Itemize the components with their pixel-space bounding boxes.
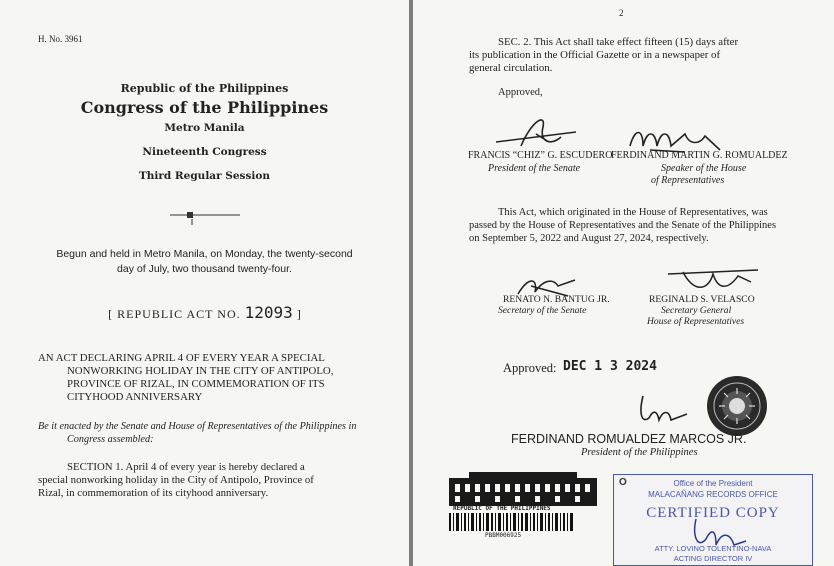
certified-copy-stamp xyxy=(613,474,813,566)
begun-line-1: Begun and held in Metro Manila, on Monday, the twenty-second xyxy=(56,248,353,260)
house-speaker-name: FERDINAND MARTIN G. ROMUALDEZ xyxy=(611,150,788,161)
president-title: President of the Philippines xyxy=(581,447,698,458)
stamp-officer: ATTY. LOVINO TOLENTINO-NAVA xyxy=(654,544,772,553)
origin-paragraph xyxy=(469,206,776,245)
stamp-office: Office of the President xyxy=(673,479,753,488)
bill-number: H. No. 3961 xyxy=(38,34,83,44)
section-1-line: SECTION 1. April 4 of every year is hereby declared a xyxy=(67,461,305,473)
enacting-line: Be it enacted by the Senate and House of Representatives of the Philippines in xyxy=(38,421,357,432)
president-name: FERDINAND ROMUALDEZ MARCOS JR. xyxy=(511,432,747,446)
ra-label: [ REPUBLIC ACT NO. xyxy=(108,307,241,321)
act-title xyxy=(38,352,333,404)
barcode-icon xyxy=(449,513,575,531)
approved-date-stamp: DEC 1 3 2024 xyxy=(563,359,657,374)
header-republic: Republic of the Philippines xyxy=(120,82,289,95)
title-line: CITYHOOD ANNIVERSARY xyxy=(67,391,203,403)
house-secretary-name: REGINALD S. VELASCO xyxy=(649,294,755,305)
senate-president-signature-icon xyxy=(491,112,581,154)
section-1 xyxy=(38,461,314,500)
left-page xyxy=(0,0,409,566)
stamp-records-office: MALACAÑANG RECORDS OFFICE xyxy=(648,490,778,499)
enacting-clause xyxy=(38,420,356,446)
house-speaker-title-1: Speaker of the House xyxy=(661,163,747,174)
right-page xyxy=(413,0,834,566)
title-line: PROVINCE OF RIZAL, IN COMMEMORATION OF ITS xyxy=(67,378,325,390)
approved-label: Approved, xyxy=(498,87,543,98)
house-secretary-title-2: House of Representatives xyxy=(647,316,745,327)
header-congress: Congress of the Philippines xyxy=(80,98,329,117)
origin-line: This Act, which originated in the House of Representatives, was xyxy=(498,207,768,218)
title-line: AN ACT DECLARING APRIL 4 OF EVERY YEAR A SPECIAL xyxy=(38,352,325,364)
presidential-seal-icon xyxy=(705,374,769,438)
section-2-line: SEC. 2. This Act shall take effect fifteen (15) days after xyxy=(498,36,739,48)
origin-line: on September 5, 2022 and August 27, 2024, respectively. xyxy=(469,233,709,244)
house-secretary-title-1: Secretary General xyxy=(661,305,732,316)
house-speaker-title-2: of Representatives xyxy=(651,175,725,186)
header-congress-number: Nineteenth Congress xyxy=(142,146,267,158)
enacting-line: Congress assembled: xyxy=(67,434,154,445)
title-line: NONWORKING HOLIDAY IN THE CITY OF ANTIPOLO, xyxy=(67,365,334,377)
section-1-line: special nonworking holiday in the City of Antipolo, Province of xyxy=(38,474,314,486)
header-session: Third Regular Session xyxy=(138,170,271,182)
senate-secretary-title: Secretary of the Senate xyxy=(498,305,587,316)
page-number: 2 xyxy=(619,8,624,18)
stamp-corner: O xyxy=(619,477,627,488)
ra-number: 12093 xyxy=(244,303,293,322)
republic-act-heading xyxy=(0,303,409,323)
approved-date-label: Approved: xyxy=(503,361,557,375)
section-2 xyxy=(469,36,738,75)
stamp-role: ACTING DIRECTOR IV xyxy=(673,554,753,563)
president-signature-icon xyxy=(635,392,695,428)
origin-line: passed by the House of Representatives and the Senate of the Philippines xyxy=(469,220,777,231)
section-2-line: its publication in the Official Gazette or in a newspaper of xyxy=(469,49,721,61)
ornament-divider xyxy=(160,205,250,227)
ra-close: ] xyxy=(296,307,301,321)
begun-line-2: day of July, two thousand twenty-four. xyxy=(117,263,292,275)
stamp-certified-copy: CERTIFIED COPY xyxy=(646,505,780,521)
header-location: Metro Manila xyxy=(164,122,245,134)
section-1-line: Rizal, in commemoration of its cityhood anniversary. xyxy=(38,487,269,499)
section-2-line: general circulation. xyxy=(469,62,553,74)
archive-caption: REPUBLIC OF THE PHILIPPINES xyxy=(453,505,551,512)
malacanang-palace-icon xyxy=(449,470,597,510)
senate-president-title: President of the Senate xyxy=(488,163,581,174)
barcode-id: PBBM006925 xyxy=(485,532,522,539)
senate-president-name: FRANCIS “CHIZ” G. ESCUDERO xyxy=(468,150,613,161)
house-secretary-signature-icon xyxy=(663,262,763,296)
senate-secretary-name: RENATO N. BANTUG JR. xyxy=(503,294,610,305)
